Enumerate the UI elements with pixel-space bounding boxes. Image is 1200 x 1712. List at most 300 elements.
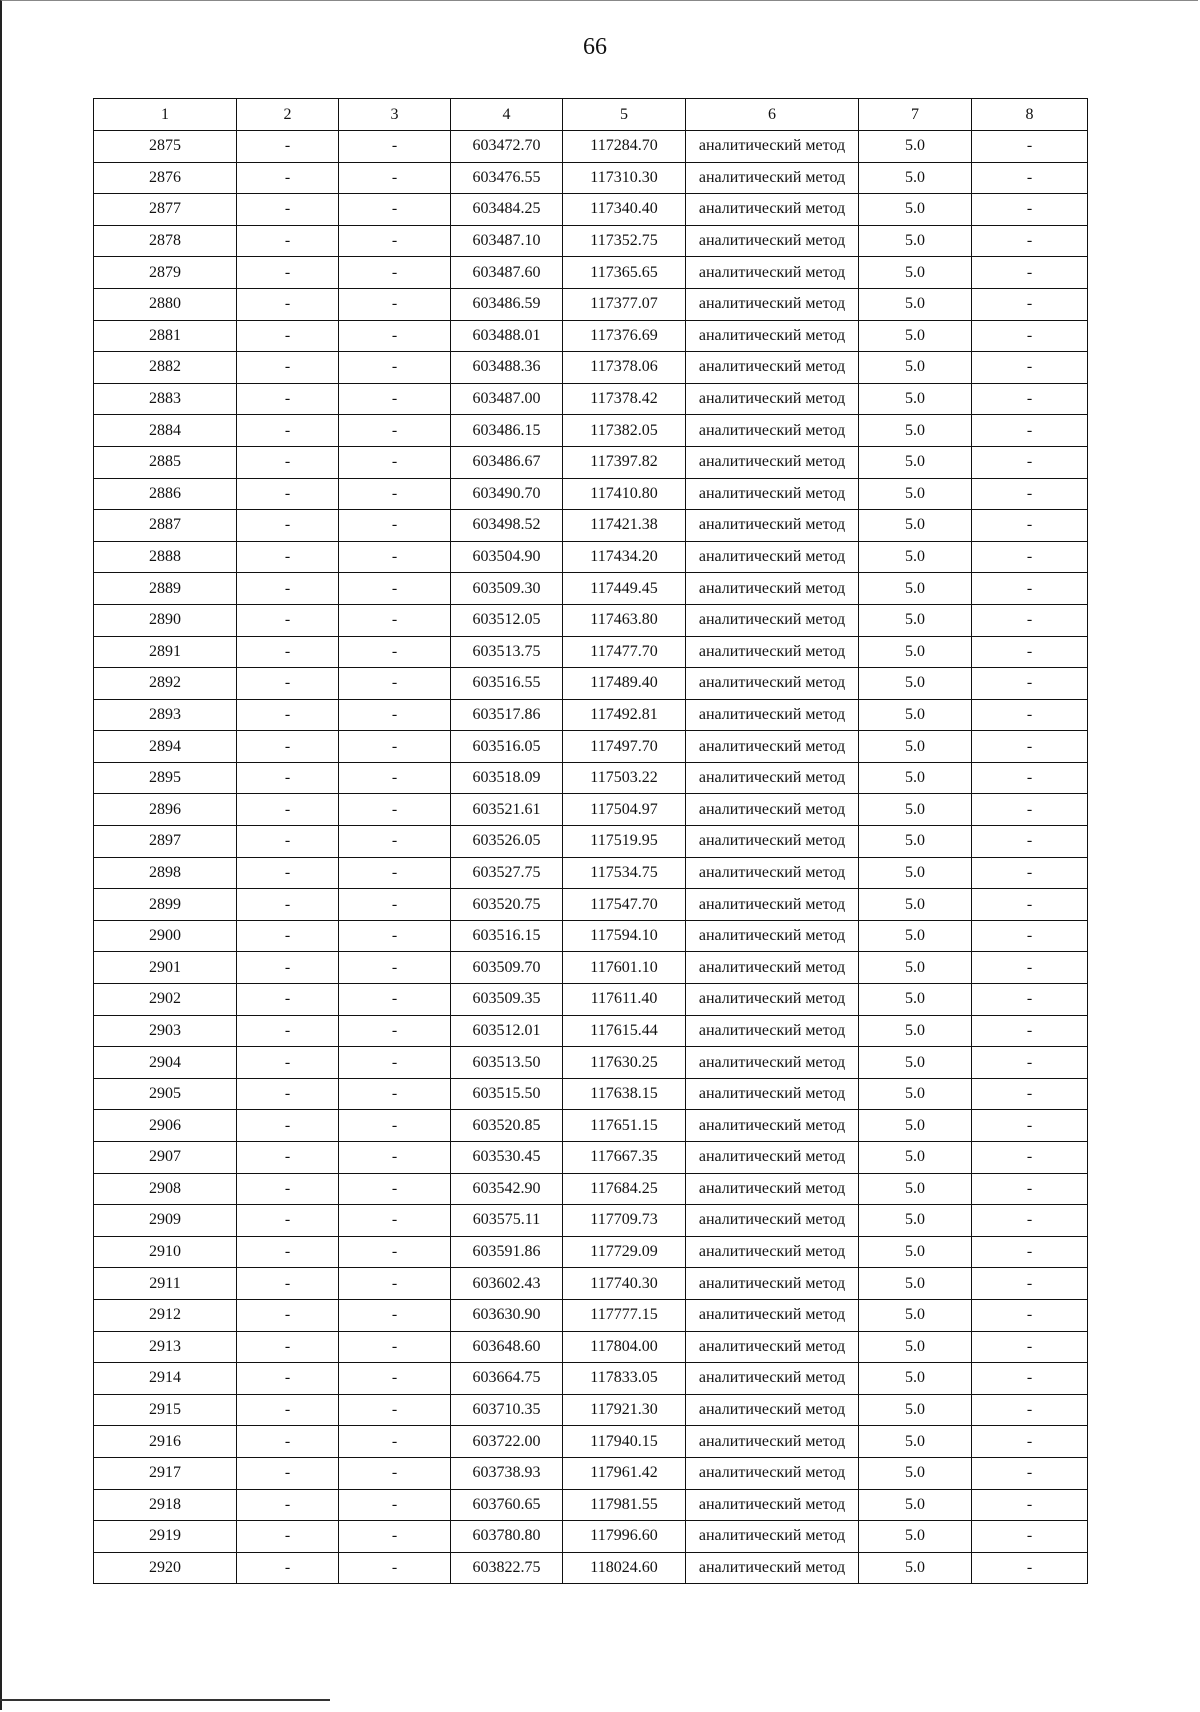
table-row (94, 1268, 1088, 1300)
cell-coord-y: 117804.00 (563, 1331, 686, 1363)
cell-method: аналитический метод (686, 1457, 859, 1489)
cell-coord-y: 117740.30 (563, 1268, 686, 1300)
cell-method: аналитический метод (686, 952, 859, 984)
cell-accuracy: 5.0 (859, 1426, 972, 1458)
cell-method: аналитический метод (686, 288, 859, 320)
cell-coord-y: 117434.20 (563, 541, 686, 573)
cell-accuracy: 5.0 (859, 1299, 972, 1331)
table-row (94, 1173, 1088, 1205)
cell-coord-x: 603513.50 (451, 1047, 563, 1079)
cell-col-8: - (972, 794, 1088, 826)
table-row (94, 1363, 1088, 1395)
cell-col-2: - (237, 225, 339, 257)
cell-col-2: - (237, 699, 339, 731)
cell-accuracy: 5.0 (859, 1142, 972, 1174)
cell-col-2: - (237, 1015, 339, 1047)
cell-point-number: 2886 (94, 478, 237, 510)
table-row (94, 1047, 1088, 1079)
cell-col-8: - (972, 699, 1088, 731)
column-header: 7 (859, 99, 972, 131)
table-row (94, 604, 1088, 636)
cell-accuracy: 5.0 (859, 352, 972, 384)
table-row (94, 320, 1088, 352)
table-row (94, 1394, 1088, 1426)
cell-col-8: - (972, 1236, 1088, 1268)
cell-coord-y: 117489.40 (563, 668, 686, 700)
cell-method: аналитический метод (686, 857, 859, 889)
cell-point-number: 2917 (94, 1457, 237, 1489)
cell-point-number: 2895 (94, 762, 237, 794)
cell-method: аналитический метод (686, 1552, 859, 1584)
cell-coord-y: 117684.25 (563, 1173, 686, 1205)
cell-coord-y: 117382.05 (563, 415, 686, 447)
cell-col-8: - (972, 573, 1088, 605)
cell-col-8: - (972, 1078, 1088, 1110)
cell-coord-x: 603602.43 (451, 1268, 563, 1300)
cell-point-number: 2901 (94, 952, 237, 984)
cell-coord-x: 603486.67 (451, 446, 563, 478)
cell-col-3: - (339, 541, 451, 573)
cell-point-number: 2912 (94, 1299, 237, 1331)
cell-col-3: - (339, 510, 451, 542)
cell-coord-y: 117463.80 (563, 604, 686, 636)
cell-accuracy: 5.0 (859, 541, 972, 573)
table-row (94, 352, 1088, 384)
cell-col-2: - (237, 731, 339, 763)
cell-method: аналитический метод (686, 510, 859, 542)
cell-coord-y: 117410.80 (563, 478, 686, 510)
cell-coord-y: 117729.09 (563, 1236, 686, 1268)
cell-point-number: 2918 (94, 1489, 237, 1521)
cell-col-8: - (972, 984, 1088, 1016)
cell-col-3: - (339, 1173, 451, 1205)
cell-coord-y: 117615.44 (563, 1015, 686, 1047)
column-header: 3 (339, 99, 451, 131)
page-bottom-rule (0, 1699, 330, 1704)
cell-col-2: - (237, 446, 339, 478)
cell-col-2: - (237, 1142, 339, 1174)
cell-method: аналитический метод (686, 257, 859, 289)
cell-col-3: - (339, 762, 451, 794)
cell-coord-y: 117709.73 (563, 1205, 686, 1237)
cell-col-3: - (339, 984, 451, 1016)
cell-method: аналитический метод (686, 794, 859, 826)
cell-col-8: - (972, 889, 1088, 921)
cell-col-8: - (972, 225, 1088, 257)
cell-method: аналитический метод (686, 352, 859, 384)
cell-accuracy: 5.0 (859, 636, 972, 668)
cell-col-8: - (972, 920, 1088, 952)
cell-col-8: - (972, 257, 1088, 289)
cell-coord-x: 603780.80 (451, 1521, 563, 1553)
cell-col-2: - (237, 1521, 339, 1553)
cell-point-number: 2920 (94, 1552, 237, 1584)
cell-method: аналитический метод (686, 541, 859, 573)
cell-col-3: - (339, 604, 451, 636)
cell-col-8: - (972, 131, 1088, 163)
table-row (94, 1205, 1088, 1237)
cell-coord-y: 117340.40 (563, 194, 686, 226)
cell-coord-y: 117503.22 (563, 762, 686, 794)
cell-col-8: - (972, 415, 1088, 447)
cell-method: аналитический метод (686, 1299, 859, 1331)
cell-accuracy: 5.0 (859, 383, 972, 415)
cell-col-3: - (339, 1142, 451, 1174)
cell-col-8: - (972, 826, 1088, 858)
cell-accuracy: 5.0 (859, 699, 972, 731)
cell-coord-x: 603516.55 (451, 668, 563, 700)
cell-col-3: - (339, 794, 451, 826)
cell-col-8: - (972, 1426, 1088, 1458)
cell-coord-x: 603738.93 (451, 1457, 563, 1489)
column-header: 8 (972, 99, 1088, 131)
cell-coord-x: 603591.86 (451, 1236, 563, 1268)
cell-point-number: 2896 (94, 794, 237, 826)
cell-method: аналитический метод (686, 415, 859, 447)
cell-coord-x: 603486.15 (451, 415, 563, 447)
cell-method: аналитический метод (686, 1363, 859, 1395)
cell-coord-y: 117638.15 (563, 1078, 686, 1110)
table-row (94, 1142, 1088, 1174)
cell-col-8: - (972, 288, 1088, 320)
cell-col-8: - (972, 1173, 1088, 1205)
cell-method: аналитический метод (686, 225, 859, 257)
cell-col-2: - (237, 162, 339, 194)
table-row (94, 1426, 1088, 1458)
cell-point-number: 2897 (94, 826, 237, 858)
cell-coord-x: 603527.75 (451, 857, 563, 889)
cell-coord-y: 117996.60 (563, 1521, 686, 1553)
cell-accuracy: 5.0 (859, 1268, 972, 1300)
cell-accuracy: 5.0 (859, 1363, 972, 1395)
cell-col-2: - (237, 889, 339, 921)
cell-col-8: - (972, 1552, 1088, 1584)
table-row (94, 920, 1088, 952)
cell-coord-y: 117940.15 (563, 1426, 686, 1458)
cell-method: аналитический метод (686, 1205, 859, 1237)
cell-accuracy: 5.0 (859, 1236, 972, 1268)
table-row (94, 162, 1088, 194)
cell-coord-x: 603518.09 (451, 762, 563, 794)
table-row (94, 731, 1088, 763)
column-header: 4 (451, 99, 563, 131)
cell-coord-x: 603520.85 (451, 1110, 563, 1142)
cell-coord-y: 117534.75 (563, 857, 686, 889)
cell-col-2: - (237, 604, 339, 636)
cell-coord-y: 117492.81 (563, 699, 686, 731)
table-body (94, 131, 1088, 1584)
cell-coord-x: 603486.59 (451, 288, 563, 320)
cell-coord-y: 117365.65 (563, 257, 686, 289)
cell-col-2: - (237, 1236, 339, 1268)
table-row (94, 636, 1088, 668)
cell-accuracy: 5.0 (859, 1078, 972, 1110)
cell-col-2: - (237, 857, 339, 889)
cell-accuracy: 5.0 (859, 1173, 972, 1205)
cell-coord-y: 117378.06 (563, 352, 686, 384)
cell-point-number: 2887 (94, 510, 237, 542)
cell-col-2: - (237, 636, 339, 668)
cell-col-8: - (972, 857, 1088, 889)
cell-accuracy: 5.0 (859, 478, 972, 510)
cell-col-3: - (339, 573, 451, 605)
cell-col-2: - (237, 573, 339, 605)
cell-col-3: - (339, 920, 451, 952)
cell-method: аналитический метод (686, 889, 859, 921)
cell-accuracy: 5.0 (859, 510, 972, 542)
cell-col-8: - (972, 1363, 1088, 1395)
cell-col-8: - (972, 320, 1088, 352)
cell-coord-y: 117611.40 (563, 984, 686, 1016)
cell-accuracy: 5.0 (859, 604, 972, 636)
cell-point-number: 2914 (94, 1363, 237, 1395)
cell-method: аналитический метод (686, 383, 859, 415)
cell-point-number: 2883 (94, 383, 237, 415)
cell-point-number: 2915 (94, 1394, 237, 1426)
cell-col-3: - (339, 446, 451, 478)
cell-coord-y: 118024.60 (563, 1552, 686, 1584)
cell-col-8: - (972, 541, 1088, 573)
cell-col-3: - (339, 352, 451, 384)
cell-coord-y: 117284.70 (563, 131, 686, 163)
cell-point-number: 2900 (94, 920, 237, 952)
cell-method: аналитический метод (686, 1331, 859, 1363)
cell-col-3: - (339, 1236, 451, 1268)
cell-point-number: 2916 (94, 1426, 237, 1458)
cell-coord-x: 603760.65 (451, 1489, 563, 1521)
cell-accuracy: 5.0 (859, 1552, 972, 1584)
table-row (94, 1552, 1088, 1584)
cell-col-3: - (339, 478, 451, 510)
cell-point-number: 2884 (94, 415, 237, 447)
cell-col-3: - (339, 1078, 451, 1110)
column-header: 5 (563, 99, 686, 131)
cell-col-2: - (237, 762, 339, 794)
cell-coord-x: 603487.10 (451, 225, 563, 257)
cell-point-number: 2891 (94, 636, 237, 668)
cell-accuracy: 5.0 (859, 1394, 972, 1426)
cell-coord-y: 117477.70 (563, 636, 686, 668)
cell-col-8: - (972, 1015, 1088, 1047)
table-row (94, 762, 1088, 794)
cell-coord-y: 117378.42 (563, 383, 686, 415)
cell-accuracy: 5.0 (859, 984, 972, 1016)
cell-col-2: - (237, 1110, 339, 1142)
cell-accuracy: 5.0 (859, 826, 972, 858)
cell-point-number: 2899 (94, 889, 237, 921)
cell-coord-y: 117376.69 (563, 320, 686, 352)
cell-col-3: - (339, 1394, 451, 1426)
cell-col-8: - (972, 1268, 1088, 1300)
cell-col-2: - (237, 1047, 339, 1079)
table-row (94, 478, 1088, 510)
cell-point-number: 2890 (94, 604, 237, 636)
cell-accuracy: 5.0 (859, 668, 972, 700)
cell-col-2: - (237, 1268, 339, 1300)
cell-col-8: - (972, 1457, 1088, 1489)
cell-accuracy: 5.0 (859, 162, 972, 194)
table-row (94, 668, 1088, 700)
cell-method: аналитический метод (686, 668, 859, 700)
cell-method: аналитический метод (686, 984, 859, 1016)
cell-col-3: - (339, 889, 451, 921)
cell-accuracy: 5.0 (859, 1331, 972, 1363)
page-number: 66 (583, 34, 607, 60)
cell-coord-y: 117833.05 (563, 1363, 686, 1395)
cell-method: аналитический метод (686, 1521, 859, 1553)
cell-coord-x: 603488.36 (451, 352, 563, 384)
cell-point-number: 2919 (94, 1521, 237, 1553)
cell-col-3: - (339, 668, 451, 700)
cell-col-3: - (339, 1552, 451, 1584)
table-row (94, 383, 1088, 415)
cell-accuracy: 5.0 (859, 1489, 972, 1521)
cell-col-8: - (972, 162, 1088, 194)
cell-point-number: 2903 (94, 1015, 237, 1047)
cell-col-8: - (972, 762, 1088, 794)
cell-method: аналитический метод (686, 131, 859, 163)
cell-col-2: - (237, 1489, 339, 1521)
cell-col-8: - (972, 1521, 1088, 1553)
cell-point-number: 2880 (94, 288, 237, 320)
cell-col-3: - (339, 1331, 451, 1363)
cell-col-2: - (237, 541, 339, 573)
column-header: 1 (94, 99, 237, 131)
cell-accuracy: 5.0 (859, 1205, 972, 1237)
cell-col-8: - (972, 731, 1088, 763)
cell-col-3: - (339, 288, 451, 320)
cell-method: аналитический метод (686, 699, 859, 731)
cell-method: аналитический метод (686, 731, 859, 763)
cell-col-8: - (972, 352, 1088, 384)
cell-col-2: - (237, 1331, 339, 1363)
cell-col-3: - (339, 1205, 451, 1237)
cell-col-2: - (237, 352, 339, 384)
cell-coord-x: 603484.25 (451, 194, 563, 226)
table-row (94, 1015, 1088, 1047)
cell-coord-x: 603517.86 (451, 699, 563, 731)
cell-coord-y: 117519.95 (563, 826, 686, 858)
cell-coord-y: 117777.15 (563, 1299, 686, 1331)
cell-col-8: - (972, 636, 1088, 668)
cell-coord-y: 117497.70 (563, 731, 686, 763)
cell-col-8: - (972, 510, 1088, 542)
table-row (94, 541, 1088, 573)
cell-method: аналитический метод (686, 762, 859, 794)
cell-col-2: - (237, 1299, 339, 1331)
cell-col-2: - (237, 1078, 339, 1110)
cell-coord-x: 603515.50 (451, 1078, 563, 1110)
cell-point-number: 2885 (94, 446, 237, 478)
cell-accuracy: 5.0 (859, 1457, 972, 1489)
cell-coord-x: 603575.11 (451, 1205, 563, 1237)
table-header-row (94, 99, 1088, 131)
cell-coord-x: 603490.70 (451, 478, 563, 510)
cell-method: аналитический метод (686, 1047, 859, 1079)
cell-col-2: - (237, 383, 339, 415)
cell-coord-x: 603630.90 (451, 1299, 563, 1331)
cell-coord-y: 117981.55 (563, 1489, 686, 1521)
cell-accuracy: 5.0 (859, 194, 972, 226)
cell-col-3: - (339, 320, 451, 352)
cell-coord-x: 603648.60 (451, 1331, 563, 1363)
table-row (94, 131, 1088, 163)
cell-accuracy: 5.0 (859, 920, 972, 952)
table-row (94, 1331, 1088, 1363)
cell-col-3: - (339, 1299, 451, 1331)
cell-coord-x: 603509.35 (451, 984, 563, 1016)
cell-method: аналитический метод (686, 1394, 859, 1426)
cell-coord-y: 117594.10 (563, 920, 686, 952)
cell-col-3: - (339, 1110, 451, 1142)
cell-col-2: - (237, 1205, 339, 1237)
cell-col-3: - (339, 636, 451, 668)
cell-accuracy: 5.0 (859, 131, 972, 163)
cell-col-8: - (972, 668, 1088, 700)
cell-col-8: - (972, 1047, 1088, 1079)
cell-coord-x: 603512.01 (451, 1015, 563, 1047)
cell-col-2: - (237, 920, 339, 952)
cell-accuracy: 5.0 (859, 415, 972, 447)
cell-coord-x: 603504.90 (451, 541, 563, 573)
table-row (94, 889, 1088, 921)
cell-col-3: - (339, 194, 451, 226)
table-row (94, 510, 1088, 542)
cell-method: аналитический метод (686, 604, 859, 636)
cell-col-3: - (339, 1457, 451, 1489)
cell-col-8: - (972, 604, 1088, 636)
cell-method: аналитический метод (686, 1426, 859, 1458)
cell-col-2: - (237, 794, 339, 826)
cell-col-3: - (339, 1268, 451, 1300)
cell-col-2: - (237, 1363, 339, 1395)
cell-col-3: - (339, 1521, 451, 1553)
cell-coord-x: 603498.52 (451, 510, 563, 542)
cell-col-2: - (237, 1173, 339, 1205)
cell-col-2: - (237, 320, 339, 352)
cell-point-number: 2898 (94, 857, 237, 889)
cell-col-3: - (339, 1015, 451, 1047)
cell-col-8: - (972, 1142, 1088, 1174)
cell-col-3: - (339, 857, 451, 889)
cell-coord-x: 603472.70 (451, 131, 563, 163)
table-row (94, 1521, 1088, 1553)
cell-col-8: - (972, 1394, 1088, 1426)
cell-method: аналитический метод (686, 1078, 859, 1110)
cell-col-8: - (972, 1331, 1088, 1363)
cell-accuracy: 5.0 (859, 1047, 972, 1079)
table-row (94, 952, 1088, 984)
cell-coord-x: 603509.70 (451, 952, 563, 984)
cell-point-number: 2913 (94, 1331, 237, 1363)
cell-accuracy: 5.0 (859, 1521, 972, 1553)
table-row (94, 984, 1088, 1016)
cell-col-3: - (339, 131, 451, 163)
cell-coord-y: 117547.70 (563, 889, 686, 921)
table-row (94, 194, 1088, 226)
cell-coord-y: 117630.25 (563, 1047, 686, 1079)
cell-col-2: - (237, 131, 339, 163)
cell-coord-x: 603722.00 (451, 1426, 563, 1458)
cell-col-2: - (237, 257, 339, 289)
cell-point-number: 2876 (94, 162, 237, 194)
cell-col-3: - (339, 699, 451, 731)
cell-col-8: - (972, 1299, 1088, 1331)
table-row (94, 1489, 1088, 1521)
cell-point-number: 2888 (94, 541, 237, 573)
table-row (94, 225, 1088, 257)
cell-method: аналитический метод (686, 573, 859, 605)
